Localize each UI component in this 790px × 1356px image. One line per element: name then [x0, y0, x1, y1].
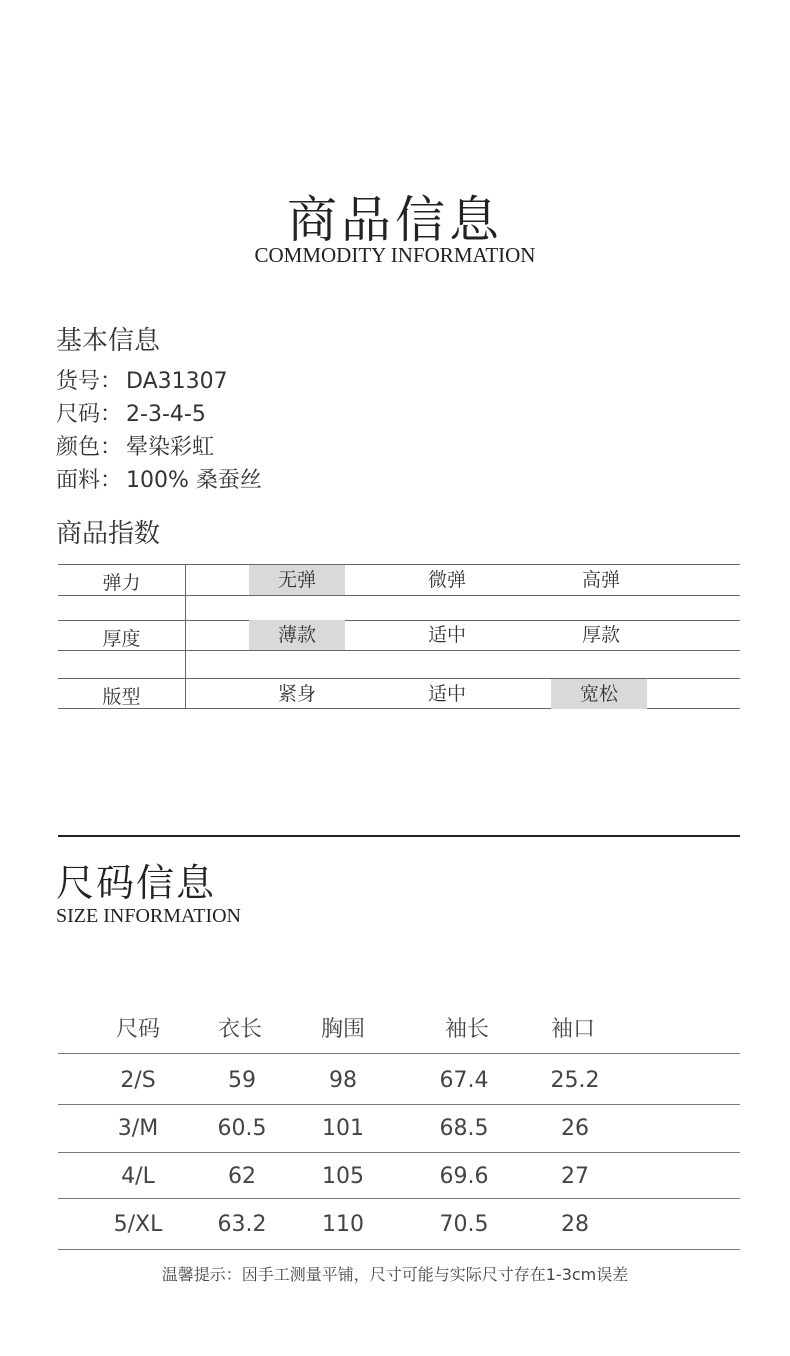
table-rule	[58, 1053, 740, 1054]
index-option: 微弹	[427, 569, 466, 591]
size-table	[58, 1008, 740, 1253]
table-rule	[58, 595, 740, 596]
size-header: 衣长	[217, 1017, 262, 1042]
index-option: 适中	[427, 683, 466, 705]
info-item-color	[56, 431, 214, 464]
index-row-label-elasticity: 弹力	[102, 572, 141, 594]
info-item-sku	[56, 365, 228, 398]
size-cell: 4/L	[121, 1164, 155, 1189]
section-divider	[58, 835, 740, 837]
index-option: 适中	[427, 624, 466, 646]
size-header: 袖口	[550, 1017, 595, 1042]
info-item-size	[56, 398, 206, 431]
size-cell: 67.4	[439, 1068, 489, 1093]
size-header: 尺码	[115, 1017, 160, 1042]
size-cell: 101	[322, 1116, 364, 1141]
table-rule	[58, 1152, 740, 1153]
size-cell: 68.5	[439, 1116, 489, 1141]
index-option: 高弹	[581, 569, 620, 591]
size-cell: 105	[322, 1164, 364, 1189]
size-cell: 70.5	[439, 1212, 489, 1237]
info-label: 面料：	[56, 468, 123, 493]
info-value: 晕染彩虹	[126, 435, 215, 460]
info-value: 2-3-4-5	[126, 402, 206, 427]
size-cell: 28	[561, 1212, 589, 1237]
size-cell: 60.5	[217, 1116, 267, 1141]
size-cell: 2/S	[120, 1068, 156, 1093]
page-subtitle: COMMODITY INFORMATION	[254, 243, 536, 267]
table-divider	[185, 564, 186, 708]
index-option-selected: 无弹	[249, 565, 345, 595]
size-cell: 3/M	[117, 1116, 159, 1141]
size-cell: 59	[228, 1068, 256, 1093]
table-rule	[58, 1104, 740, 1105]
info-label: 货号：	[56, 369, 123, 394]
table-rule	[58, 1249, 740, 1250]
measurement-note: 温馨提示：因手工测量平铺，尺寸可能与实际尺寸存在1-3cm误差	[161, 1265, 629, 1284]
basic-info-heading: 基本信息	[56, 326, 161, 356]
size-cell: 27	[561, 1164, 589, 1189]
size-cell: 63.2	[217, 1212, 267, 1237]
table-rule	[58, 1198, 740, 1199]
size-cell: 5/XL	[113, 1212, 163, 1237]
info-value: DA31307	[126, 369, 228, 394]
index-option: 紧身	[277, 683, 316, 705]
size-cell: 25.2	[550, 1068, 600, 1093]
size-header: 袖长	[444, 1017, 489, 1042]
index-option: 厚款	[581, 624, 620, 646]
index-option-selected: 薄款	[249, 620, 345, 650]
size-cell: 98	[329, 1068, 357, 1093]
info-label: 颜色：	[56, 435, 123, 460]
info-value: 100% 桑蚕丝	[126, 468, 262, 493]
index-heading: 商品指数	[56, 519, 161, 549]
page-title: 商品信息	[287, 191, 503, 249]
index-option-selected: 宽松	[551, 679, 647, 709]
size-cell: 69.6	[439, 1164, 489, 1189]
size-cell: 62	[228, 1164, 256, 1189]
info-item-fabric	[56, 464, 262, 497]
size-cell: 26	[561, 1116, 589, 1141]
size-cell: 110	[322, 1212, 364, 1237]
info-label: 尺码：	[56, 402, 123, 427]
index-table	[58, 564, 740, 710]
size-title: 尺码信息	[56, 861, 217, 905]
index-row-label-thickness: 厚度	[102, 628, 141, 650]
size-subtitle: SIZE INFORMATION	[56, 905, 241, 927]
index-row-label-fit: 版型	[102, 686, 141, 708]
size-header: 胸围	[320, 1017, 365, 1042]
